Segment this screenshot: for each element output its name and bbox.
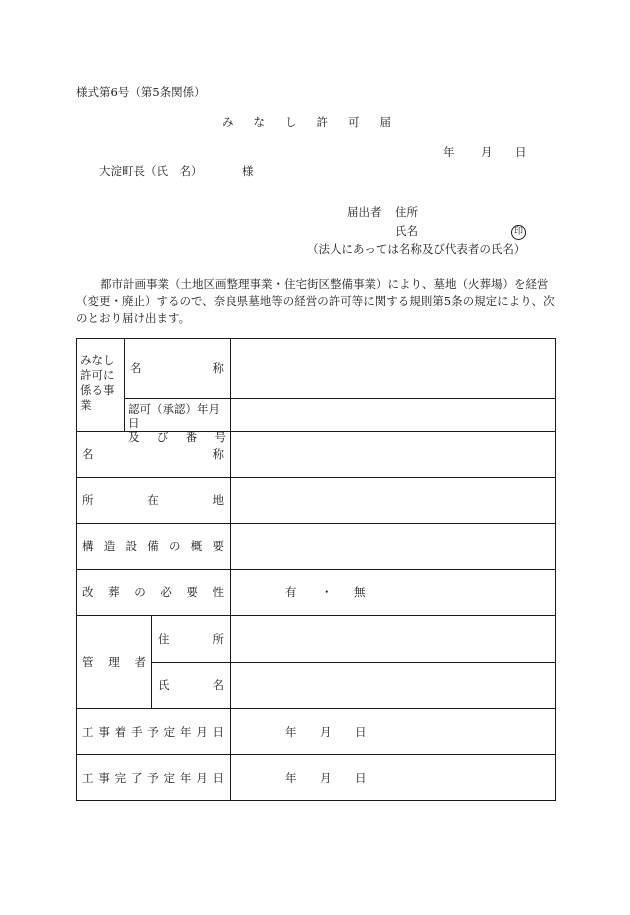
label-char: 設 — [125, 539, 137, 553]
date-year-unit: 年 — [443, 145, 455, 159]
label-char: 改 — [82, 585, 94, 599]
notifier-note: （法人にあっては名称及び代表者の氏名） — [307, 242, 526, 256]
reburial-label — [82, 585, 224, 599]
label-char: の — [134, 585, 146, 599]
label-char: 性 — [212, 585, 224, 599]
name-label — [82, 447, 224, 461]
addressee-suffix: 様 — [242, 164, 254, 178]
label-char: 着 — [114, 725, 127, 739]
label-char: 備 — [147, 539, 159, 553]
project-group-line: 係る事 — [80, 383, 115, 397]
label-char: 及 — [128, 430, 140, 444]
project-group-label — [80, 353, 115, 413]
label-char: 在 — [147, 493, 159, 507]
label-char: 称 — [212, 361, 224, 375]
end-day-unit: 日 — [355, 771, 367, 785]
reburial-yes: 有 — [285, 585, 297, 599]
reburial-no: 無 — [354, 585, 366, 599]
label-char: 了 — [130, 771, 143, 785]
label-char: 要 — [186, 585, 198, 599]
label-char: 号 — [214, 430, 226, 444]
label-char: 理 — [108, 655, 120, 669]
end-month-unit: 月 — [320, 771, 332, 785]
manager-name-label — [158, 678, 224, 692]
label-char: 手 — [130, 725, 143, 739]
label-char: 要 — [212, 539, 224, 553]
start-month-unit: 月 — [320, 725, 332, 739]
label-char: 工 — [82, 771, 94, 785]
end-date-label — [82, 771, 224, 785]
label-char: 番 — [185, 430, 198, 444]
location-label — [82, 493, 224, 507]
date-day-unit: 日 — [515, 145, 527, 159]
label-char: 住 — [158, 632, 170, 646]
project-group-line: 業 — [80, 398, 92, 412]
label-char: 称 — [212, 447, 224, 461]
label-char: 完 — [114, 771, 127, 785]
label-char: 管 — [82, 655, 94, 669]
label-char: 地 — [212, 493, 224, 507]
title-char: 可 — [348, 115, 360, 129]
label-char: 概 — [190, 539, 203, 553]
label-char: 造 — [103, 539, 116, 553]
seal-mark-icon — [511, 223, 526, 240]
label-char: 予 — [147, 771, 159, 785]
manager-address-label — [158, 632, 224, 646]
addressee-name: 大淀町長（氏 名） — [99, 164, 203, 178]
manager-group-label — [82, 655, 146, 669]
notifier-name-label: 氏名 — [395, 224, 418, 238]
start-year-unit: 年 — [285, 725, 297, 739]
label-char: 名 — [130, 361, 142, 375]
end-year-unit: 年 — [285, 771, 297, 785]
notifier-label: 届出者 — [347, 205, 382, 219]
document-title — [222, 115, 391, 129]
label-char: 工 — [82, 725, 94, 739]
body-text: 都市計画事業（土地区画整理事業・住宅街区整備事業）により、墓地（火葬場）を経営（変更・廃止）するので、奈良県墓地等の経営の許可等に関する規則第5条の規定により、次のとおり届け出ます。 — [76, 277, 555, 325]
label-char: 年 — [179, 725, 192, 739]
label-char: び — [156, 430, 169, 444]
label-char: 日 — [212, 725, 224, 739]
label-char: 所 — [82, 493, 94, 507]
start-date-label — [82, 725, 224, 739]
label-char: 者 — [134, 655, 146, 669]
form-number: 様式第6号（第5条関係） — [76, 85, 206, 99]
label-char: 必 — [160, 585, 172, 599]
reburial-separator: ・ — [321, 585, 333, 599]
approval-label — [128, 402, 226, 444]
label-char: 名 — [212, 678, 224, 692]
label-char: 定 — [163, 725, 176, 739]
title-char: 許 — [316, 115, 328, 129]
label-char: 所 — [212, 632, 224, 646]
title-char: し — [285, 115, 297, 129]
approval-line2 — [128, 430, 226, 444]
project-group-line: 許可に — [80, 368, 115, 382]
label-char: 事 — [98, 725, 110, 739]
structure-label — [82, 539, 224, 553]
title-char: 届 — [379, 115, 391, 129]
label-char: の — [169, 539, 181, 553]
project-group-line: みなし — [80, 353, 115, 367]
label-char: 月 — [196, 771, 208, 785]
label-char: 予 — [147, 725, 159, 739]
title-char: な — [253, 115, 265, 129]
project-name-label — [130, 361, 224, 375]
date-month-unit: 月 — [481, 145, 493, 159]
label-char: 構 — [82, 539, 94, 553]
label-char: 名 — [82, 447, 94, 461]
label-char: 年 — [179, 771, 192, 785]
approval-line1: 認可（承認）年月日 — [128, 402, 220, 430]
label-char: 日 — [212, 771, 224, 785]
label-char: 葬 — [108, 585, 120, 599]
seal-char: 印 — [511, 225, 526, 240]
title-char: み — [222, 115, 234, 129]
notifier-address-label: 住所 — [395, 205, 418, 219]
start-day-unit: 日 — [355, 725, 367, 739]
label-char: 事 — [98, 771, 110, 785]
label-char: 月 — [196, 725, 208, 739]
label-char: 氏 — [158, 678, 170, 692]
label-char: 定 — [163, 771, 176, 785]
